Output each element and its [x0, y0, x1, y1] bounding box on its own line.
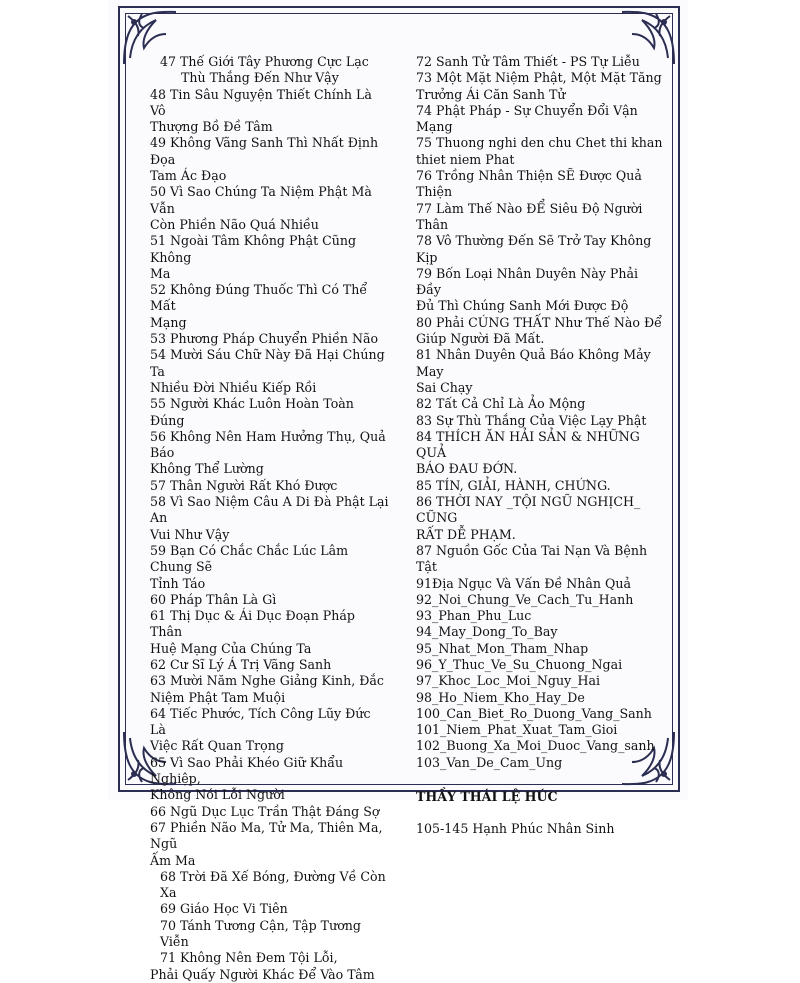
- list-item: 102_Buong_Xa_Moi_Duoc_Vang_sanh: [416, 738, 655, 754]
- list-item: 82 Tất Cả Chỉ Là Ảo Mộng: [416, 396, 586, 412]
- list-item: Phải Quấy Người Khác Để Vào Tâm: [150, 966, 375, 982]
- right-column-list: [416, 54, 666, 838]
- list-item: 84 THÍCH ĂN HẢI SẢN & NHỮNG QUẢ: [416, 428, 640, 461]
- list-item: Ấm Ma: [150, 852, 196, 868]
- list-item: Thù Thắng Đến Như Vậy: [181, 70, 339, 86]
- list-item: 56 Không Nên Ham Hưởng Thụ, Quả Báo: [150, 428, 386, 461]
- list-item: 67 Phiền Não Ma, Tử Ma, Thiên Ma, Ngũ: [150, 819, 383, 852]
- list-item: BÁO ĐAU ĐỚN.: [416, 461, 518, 477]
- list-item: Thượng Bồ Đề Tâm: [150, 119, 273, 135]
- list-item: Giúp Người Đã Mất.: [416, 331, 545, 347]
- list-item: 103_Van_De_Cam_Ung: [416, 754, 563, 770]
- list-item: 100_Can_Biet_Ro_Duong_Vang_Sanh: [416, 705, 652, 721]
- list-item: Tỉnh Táo: [150, 575, 206, 591]
- list-item: 58 Vì Sao Niệm Câu A Di Đà Phật Lại An: [150, 494, 389, 526]
- footer-range: 105-145 Hạnh Phúc Nhân Sinh: [416, 821, 615, 837]
- list-item: 75 Thuong nghi den chu Chet thi khan: [416, 135, 663, 151]
- right-column-items: [416, 54, 666, 771]
- list-item: 81 Nhân Duyên Quả Báo Không Mảy May: [416, 347, 651, 379]
- list-item: 101_Niem_Phat_Xuat_Tam_Gioi: [416, 722, 618, 738]
- list-item: 98_Ho_Niem_Kho_Hay_De: [416, 689, 585, 705]
- list-item: 91Địa Ngục Và Vấn Đề Nhân Quả: [416, 575, 631, 591]
- list-item: 87 Nguồn Gốc Của Tai Nạn Và Bệnh Tật: [416, 542, 648, 575]
- list-item: 53 Phương Pháp Chuyển Phiền Não: [150, 331, 379, 347]
- list-item: 77 Làm Thế Nào ĐỂ Siêu Độ Người Thân: [416, 200, 643, 232]
- list-item: 97_Khoc_Loc_Moi_Nguy_Hai: [416, 673, 600, 689]
- list-item: 96_Y_Thuc_Ve_Su_Chuong_Ngai: [416, 656, 623, 672]
- list-item: 47 Thế Giới Tây Phương Cực Lạc: [160, 54, 369, 69]
- list-item: 65 Vì Sao Phải Khéo Giữ Khẩu Nghiệp,: [150, 754, 344, 787]
- list-item: Nhiều Đời Nhiều Kiếp Rồi: [150, 379, 317, 395]
- list-item: 62 Cư Sĩ Lý Á Trị Vãng Sanh: [150, 656, 332, 672]
- list-item: 85 TÍN, GIẢI, HÀNH, CHỨNG.: [416, 477, 611, 493]
- list-item: 55 Người Khác Luôn Hoàn Toàn Đúng: [150, 396, 354, 428]
- list-item: 66 Ngũ Dục Lục Trần Thật Đáng Sợ: [150, 803, 380, 819]
- list-item: 76 Trồng Nhân Thiện SẼ Được Quả: [416, 168, 642, 184]
- list-item: Ma: [150, 265, 171, 281]
- list-item: 60 Pháp Thân Là Gì: [150, 591, 277, 607]
- list-item: 80 Phải CÚNG THẤT Như Thế Nào Để: [416, 314, 662, 330]
- list-item: 92_Noi_Chung_Ve_Cach_Tu_Hanh: [416, 591, 634, 607]
- list-item: 51 Ngoài Tâm Không Phật Cũng Không: [150, 233, 357, 265]
- list-item: Tam Ác Đạo: [150, 168, 227, 184]
- list-item: 50 Vì Sao Chúng Ta Niệm Phật Mà Vẫn: [150, 184, 372, 216]
- list-item: 54 Mười Sáu Chữ Này Đã Hại Chúng Ta: [150, 347, 385, 379]
- list-item: Kịp: [416, 249, 438, 265]
- list-item: Còn Phiền Não Quá Nhiều: [150, 216, 319, 232]
- list-item: 83 Sự Thù Thắng Của Việc Lạy Phật: [416, 412, 647, 428]
- list-item: 69 Giáo Học Vi Tiên: [160, 901, 288, 917]
- list-item: Trưởng Ái Căn Sanh Tử: [416, 86, 566, 102]
- list-item: 48 Tin Sâu Nguyện Thiết Chính Là Vô: [150, 86, 372, 118]
- list-item: Không Thể Lường: [150, 461, 264, 477]
- list-item: 72 Sanh Tử Tâm Thiết - PS Tự Liễu: [416, 54, 640, 69]
- list-item: 64 Tiếc Phước, Tích Công Lũy Đức Là: [150, 705, 371, 738]
- list-item: 73 Một Mặt Niệm Phật, Một Mặt Tăng: [416, 70, 662, 86]
- list-item: 61 Thị Dục & Ái Dục Đoạn Pháp Thân: [150, 608, 355, 640]
- list-item: 86 THỜI NAY _TỘI NGŨ NGHỊCH_ CŨNG: [416, 494, 641, 526]
- list-item: 71 Không Nên Đem Tội Lỗi,: [160, 950, 338, 966]
- list-item: 49 Không Vãng Sanh Thì Nhất Định Đọa: [150, 135, 379, 167]
- list-item: Niệm Phật Tam Muội: [150, 689, 286, 705]
- list-item: Vui Như Vậy: [150, 526, 230, 542]
- list-item: 74 Phật Pháp - Sự Chuyển Đổi Vận Mạng: [416, 102, 638, 135]
- list-item: Sai Chạy: [416, 379, 473, 395]
- list-item: Không Nói Lỗi Người: [150, 787, 285, 803]
- list-item: Việc Rất Quan Trọng: [150, 738, 284, 754]
- list-item: 78 Vô Thường Đến Sẽ Trở Tay Không: [416, 233, 652, 249]
- list-item: 57 Thân Người Rất Khó Được: [150, 477, 338, 493]
- list-item: 59 Bạn Có Chắc Chắc Lúc Lâm Chung Sẽ: [150, 542, 349, 575]
- list-item: 70 Tánh Tương Cận, Tập Tương Viễn: [160, 917, 361, 950]
- list-item: Thiện: [416, 184, 453, 200]
- list-item: 63 Mười Năm Nghe Giảng Kinh, Đắc: [150, 673, 384, 689]
- list-item: 94_May_Dong_To_Bay: [416, 624, 558, 640]
- left-column-list: [150, 54, 390, 983]
- list-item: 52 Không Đúng Thuốc Thì Có Thể Mất: [150, 282, 368, 314]
- list-item: thiet niem Phat: [416, 151, 515, 167]
- list-item: 93_Phan_Phu_Luc: [416, 608, 532, 624]
- list-item: 95_Nhat_Mon_Tham_Nhap: [416, 640, 589, 656]
- list-item: 79 Bốn Loại Nhân Duyên Này Phải Đầy: [416, 265, 638, 298]
- list-item: Huệ Mạng Của Chúng Ta: [150, 640, 312, 656]
- list-item: Mạng: [150, 314, 187, 330]
- list-item: Đủ Thì Chúng Sanh Mới Được Độ: [416, 298, 629, 314]
- list-item: RẤT DỄ PHẠM.: [416, 526, 516, 542]
- author-name: THẦY THÁI LỆ HÚC: [416, 789, 558, 805]
- list-item: 68 Trời Đã Xế Bóng, Đường Về Còn Xa: [160, 868, 386, 901]
